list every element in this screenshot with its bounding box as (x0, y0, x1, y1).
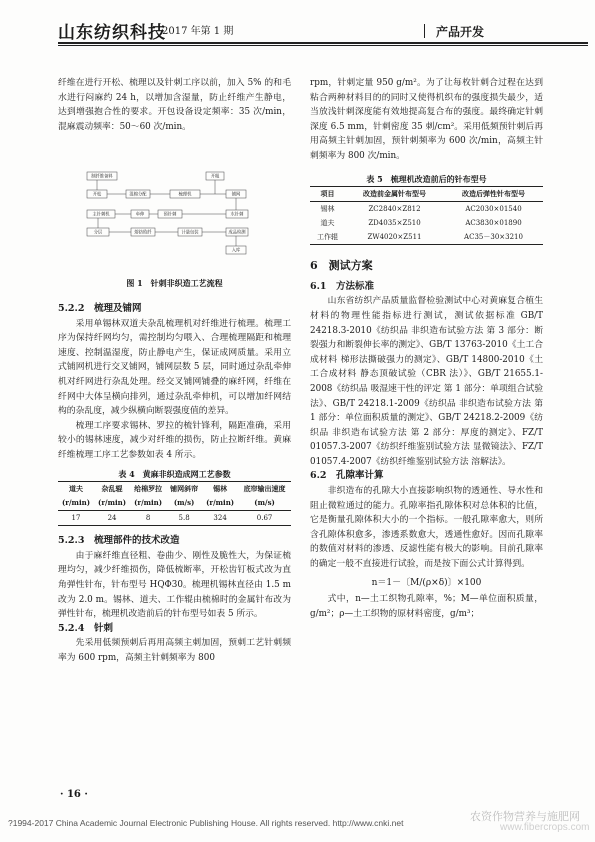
table-4-unit: (m/s) (173, 498, 195, 508)
watermark-text: 农资作物营养与施肥网 (470, 811, 580, 823)
table-5 (310, 186, 543, 245)
table-4-header: 给棉罗拉 (134, 484, 163, 494)
section-6-2-title: 6.2 孔隙率计算 (310, 470, 384, 482)
table-4-header: 底帘输出速度 (243, 484, 286, 494)
table-4-cell: 0.67 (256, 514, 273, 523)
section-5-2-4-paragraph-1: 先采用低频预刺后再用高频主刺加固，预刺工艺针刺频率为 600 rpm，高频主针刺频率为 800 (58, 638, 291, 663)
table-4-cell: 17 (71, 514, 81, 523)
section-5-2-3-title: 5.2.3 梳理部件的技术改造 (58, 535, 180, 547)
table-4-unit: (r/min) (134, 498, 163, 508)
flow-node-1: 制纤维备料 (91, 174, 113, 180)
flow-node-6: 铺网 (231, 192, 241, 198)
flow-node-13: 计量包装 (181, 230, 199, 236)
header-rule-thin (58, 45, 588, 46)
left-column-lower (58, 302, 291, 665)
section-6-2-paragraph-2: 式中，n—土工织物孔隙率，%；M—单位面积质量，g/m²；ρ—土工织物的原材料密度，g/m³； (310, 594, 543, 619)
flow-node-2: 开松 (92, 192, 102, 198)
flow-node-11: 分层 (93, 230, 103, 236)
left-column (58, 76, 291, 134)
table-4-cell: 324 (213, 514, 227, 523)
copyright-footer: ?1994-2017 China Academic Journal Electronic Publishing House. All rights reserved. http://www.cnki.net (8, 818, 404, 828)
table-5-cell: ZW4020×Z511 (367, 233, 422, 242)
table-4 (58, 481, 291, 526)
section-6-1-title: 6.1 方法标准 (310, 280, 375, 292)
flow-node-10: 水针刺 (230, 212, 244, 218)
table-5-header: 项目 (320, 189, 335, 199)
table-4-cell: 24 (107, 514, 117, 523)
table-4-unit: (r/min) (62, 498, 91, 508)
flow-node-8: 牵伸 (135, 212, 145, 218)
table-5-cell: AC35－30×3210 (464, 233, 523, 242)
flow-node-12: 熔纺给纤 (134, 230, 152, 236)
table-4-caption: 表 4 黄麻非织造成网工艺参数 (118, 468, 231, 479)
header-rule (58, 42, 588, 44)
table-5-caption: 表 5 梳理机改造前后的针布型号 (366, 173, 487, 184)
left-paragraph-1: 纤维在进行开松、梳理以及针刺工序以前，加入 5% 的和毛水进行闷麻约 24 h，以增加含湿量，防止纤维产生静电，达到增强抱合性的要求。开包设备设定频率：35 次/min，混麻震动频率：50～60 次/min。 (58, 78, 291, 132)
journal-title: 山东纺织科技 (58, 23, 166, 43)
section-5-2-4-title: 5.2.4 针刺 (58, 622, 113, 634)
table-4-unit: (r/min) (98, 498, 127, 508)
right-paragraph-1: rpm，针刺定量 950 g/m²。为了让每枚针刺合过程在达到粘合两种材料目的的同时又使得机织布的强度损失最少，适当放浅针刺深度能有效地提高复合布的强度。最终确定针刺深度 6.5 mm，针刺密度 35 刺/cm²。采用低频预针刺后再用高频主针刺加固，预针刺频率为 600 次/min，高频主针刺频率为 800 次/min。 (310, 78, 543, 161)
header-separator (424, 24, 425, 38)
porosity-formula: n＝1－〔M/(ρ×δ)〕×100 (371, 577, 482, 588)
flow-node-3: 混棉分配 (129, 192, 147, 198)
table-4-header: 杂乱辊 (101, 484, 123, 494)
flow-node-4: 梳理机 (178, 192, 192, 198)
table-5-cell: AC3830×01890 (465, 219, 522, 228)
table-5-cell: 锡林 (320, 205, 335, 214)
right-column (310, 76, 543, 621)
process-flowchart (86, 170, 264, 270)
section-6-2-paragraph-1: 非织造布的孔隙大小直接影响织物的透通性、导水性和阻止微粒通过的能力。孔隙率指孔隙体积对总体积的比值，它是衡量孔隙体积大小的一个指标。一般孔隙率愈大，则所含孔隙体积愈多，渗透系数愈大，透通性愈好。因而孔隙率的数值对材料的渗透、反滤性能有极大的影响。目前孔隙率的确定一般不直接进行试验，而是按下面公式计算得到。 (310, 486, 543, 570)
table-5-cell: 工作辊 (317, 233, 338, 242)
table-5-cell: ZC2840×Z812 (368, 205, 421, 214)
section-5-2-3-paragraph-1: 由于麻纤维直径粗、卷曲少、刚性及脆性大，为保证梳理均匀，减少纤维损伤，降低梳断率，开松齿钉板式改为直角弹性针布，针布型号 HQΦ30。梳理机锡林直径由 1.5 m 改为 2.0 m。锡林、道夫、工作辊由梳棉时的金属针布改为弹性针布，梳理机改造前后的针布型号如表 5 所示。 (58, 550, 291, 620)
table-4-unit: (m/s) (254, 498, 275, 508)
table-4-header: 铺网斜帘 (170, 484, 199, 494)
section-6-1-paragraph-1: 山东省纺织产品质量监督检验测试中心对黄麻复合植生材料的物理性能指标进行测试，测试依据标准 GB/T 24218.3-2010《纺织品 非织造布试验方法 第 3 部分：断裂强力和断裂伸长率的测定》、GB/T 13763-2010《土工合成材料 梯形法撕破强力的测定》、GB/T 14800-2010《土工合成材料 静态顶破试验（CBR 法）》、GB/T 21655.1-2008《纺织品 吸湿速干性的评定 第 1 部分：单项组合试验法》、GB/T 24218.1-2009《纺织品 非织造布试验方法 第 1 部分：单位面积质量的测定》、GB/T 24218.2-2009《纺织品 非织造布试验方法 第 2 部分：厚度的测定》、FZ/T 01057.3-2007《纺织纤维鉴别试验方法 显微镜法》、FZ/T 01057.4-2007《纺织纤维鉴别试验方法 溶解法》。 (310, 296, 543, 467)
flow-node-7: 主针刺机 (92, 212, 110, 218)
section-6-title: 6 测试方案 (310, 259, 373, 273)
table-4-unit: (r/min) (206, 498, 235, 508)
table-5-header: 改造前金属针布型号 (363, 189, 426, 199)
table-5-cell: 道夫 (320, 219, 335, 228)
table-4-header: 锡林 (213, 484, 228, 494)
figure-1-caption: 图 1 针刺非织造工艺流程 (126, 278, 223, 288)
table-4-cell: 8 (145, 514, 151, 523)
section-label: 产品开发 (436, 25, 485, 39)
section-5-2-2-paragraph-2: 梳理工序要求锡林、罗拉的梳针锋利，隔距准确，采用较小的锡林速度，减少对纤维的损伤，防止拉断纤维。黄麻纤维梳理工序工艺参数如表 4 所示。 (58, 420, 291, 460)
flow-node-9: 预针刺 (163, 212, 177, 218)
watermark-url: www.fibercrops.com (500, 822, 590, 833)
table-4-header: 道夫 (69, 484, 84, 494)
flow-node-5: 开粗 (210, 174, 220, 180)
section-5-2-2-paragraph-1: 采用单锡林双道夫杂乱梳理机对纤维进行梳理。梳理工序为保持纤网均匀，需控制均匀喂入、合理梳理隔距和梳理速度、控制温湿度，防止静电产生，保证成网质量。采用立式铺网机进行交叉铺网，铺网层数 5 层，同时通过杂乱牵伸机对纤网进行杂乱处理。经交叉铺网铺叠的麻纤网，纤维在纤网中大体呈横向排列，通过杂乱牵伸机，可以增加纤网结构的杂乱度，减少纵横向断裂强度值的差异。 (58, 318, 291, 417)
table-5-cell: AC2030×01540 (465, 205, 522, 214)
table-4-cell: 5.8 (178, 514, 190, 523)
issue-label: 2017 年第 1 期 (162, 26, 234, 37)
page-number: · 16 · (60, 789, 88, 800)
flow-node-14: 成品检测 (228, 230, 246, 236)
table-5-header: 改造后弹性针布型号 (462, 189, 525, 199)
table-5-cell: ZD4035×Z510 (368, 219, 421, 228)
section-5-2-2-title: 5.2.2 梳理及铺网 (58, 303, 142, 314)
flow-node-15: 入库 (231, 248, 241, 254)
